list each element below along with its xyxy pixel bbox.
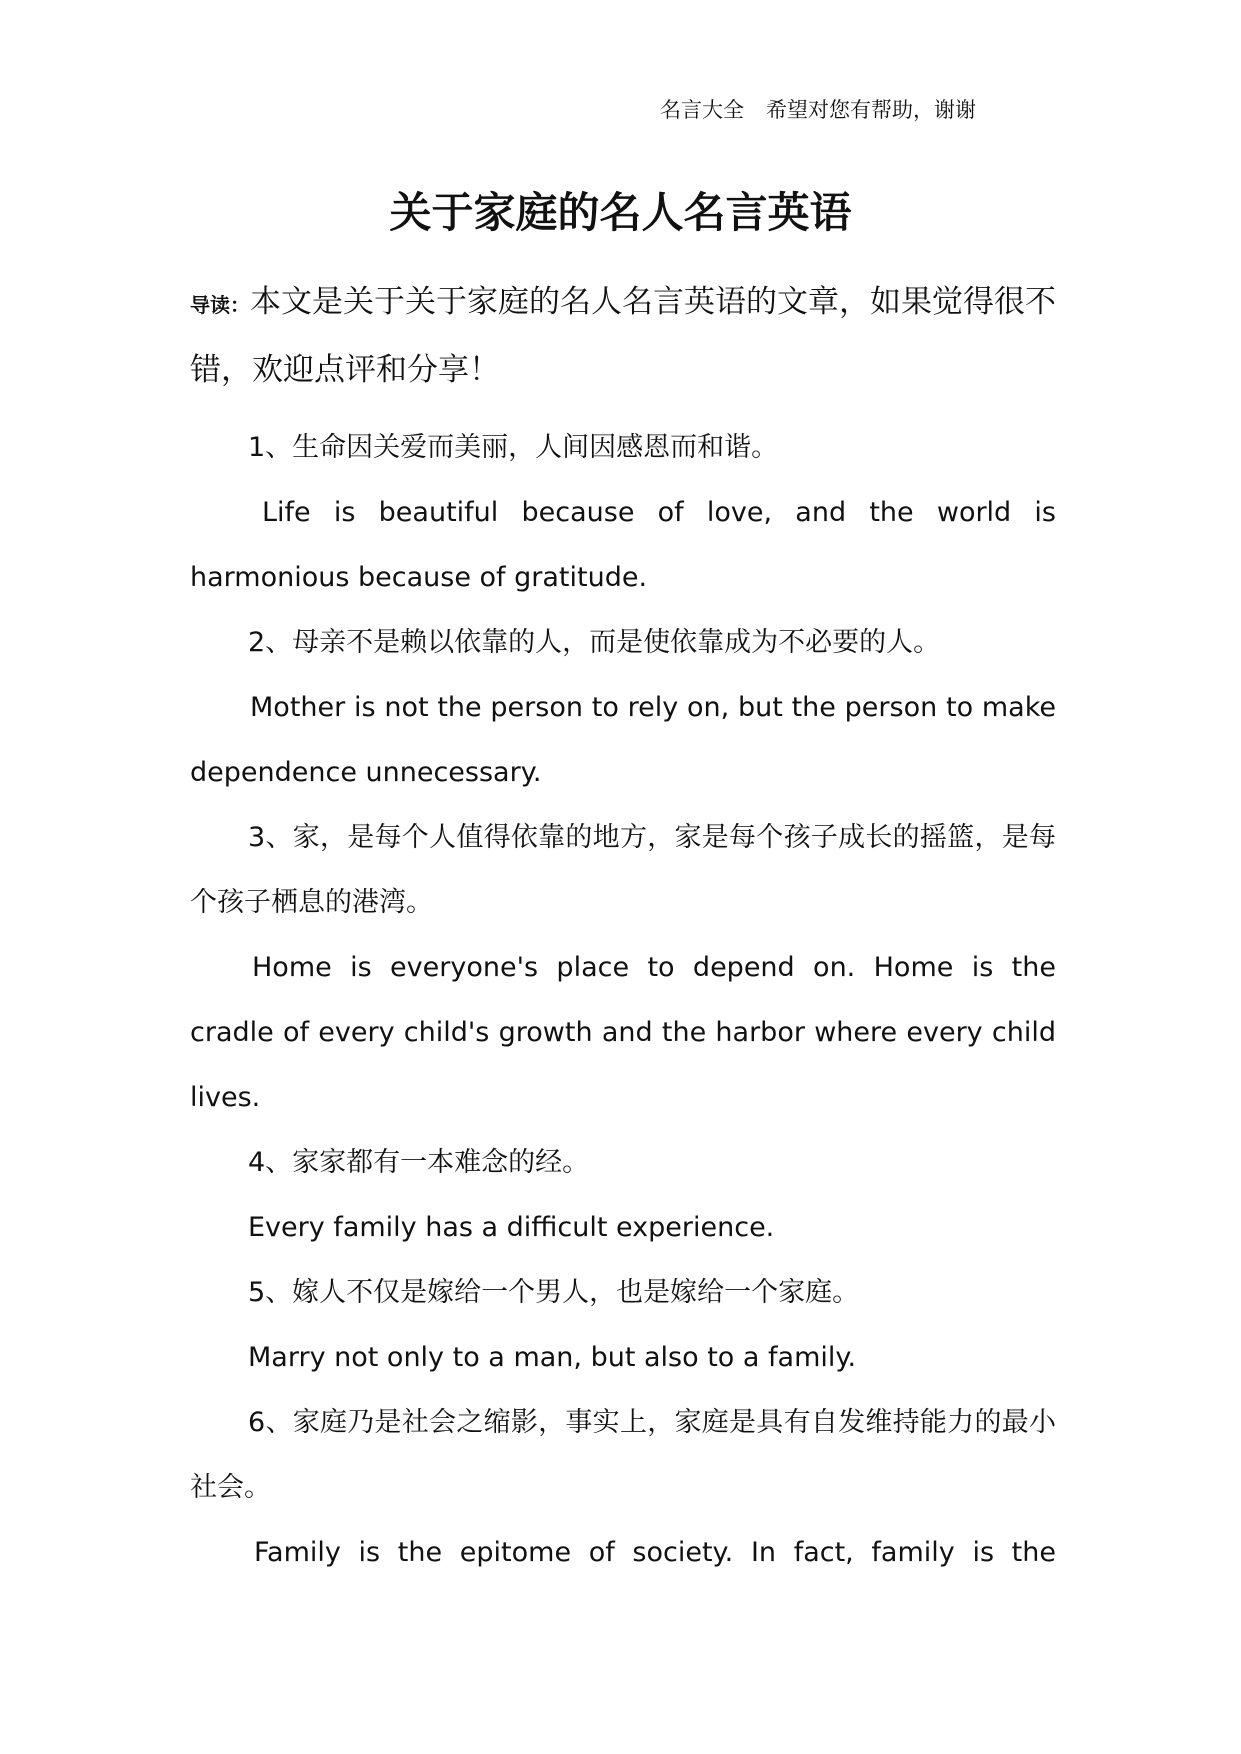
document-title: 关于家庭的名人名言英语 (389, 188, 852, 237)
intro-paragraph (190, 270, 1056, 403)
quote-6-english: Family is the epitome of society. In fact, family is the (254, 1537, 1056, 1568)
intro-label: 导读： (190, 293, 250, 317)
quote-5-english: Marry not only to a man, but also to a family. (248, 1342, 857, 1373)
quote-4-english: Every family has a difficult experience. (248, 1212, 775, 1243)
quote-1-chinese: 1、生命因关爱而美丽，人间因感恩而和谐。 (248, 432, 779, 463)
quote-2-english: Mother is not the person to rely on, but the person to make dependence unnecessary. (190, 692, 1056, 788)
quote-3-chinese: 3、家，是每个人值得依靠的地方，家是每个孩子成长的摇篮，是每个孩子栖息的港湾。 (190, 822, 1056, 918)
quote-1-english: Life is beautiful because of love, and the world is harmonious because of gratitude. (190, 497, 1056, 593)
header-note (660, 94, 976, 124)
quote-3-english: Home is everyone's place to depend on. Home is the cradle of every child's growth and the harbor where every child lives. (190, 952, 1056, 1113)
quote-6-chinese: 6、家庭乃是社会之缩影，事实上，家庭是具有自发维持能力的最小社会。 (190, 1407, 1056, 1503)
intro-text: 本文是关于关于家庭的名人名言英语的文章，如果觉得很不错，欢迎点评和分享！ (190, 284, 1056, 388)
header-left-text: 名言大全 (660, 98, 744, 122)
quote-2-chinese: 2、母亲不是赖以依靠的人，而是使依靠成为不必要的人。 (248, 627, 941, 658)
document-body (190, 270, 1056, 1585)
quote-4-chinese: 4、家家都有一本难念的经。 (248, 1147, 590, 1178)
header-right-text: 希望对您有帮助，谢谢 (766, 98, 976, 122)
quote-5-chinese: 5、嫁人不仅是嫁给一个男人，也是嫁给一个家庭。 (248, 1277, 860, 1308)
